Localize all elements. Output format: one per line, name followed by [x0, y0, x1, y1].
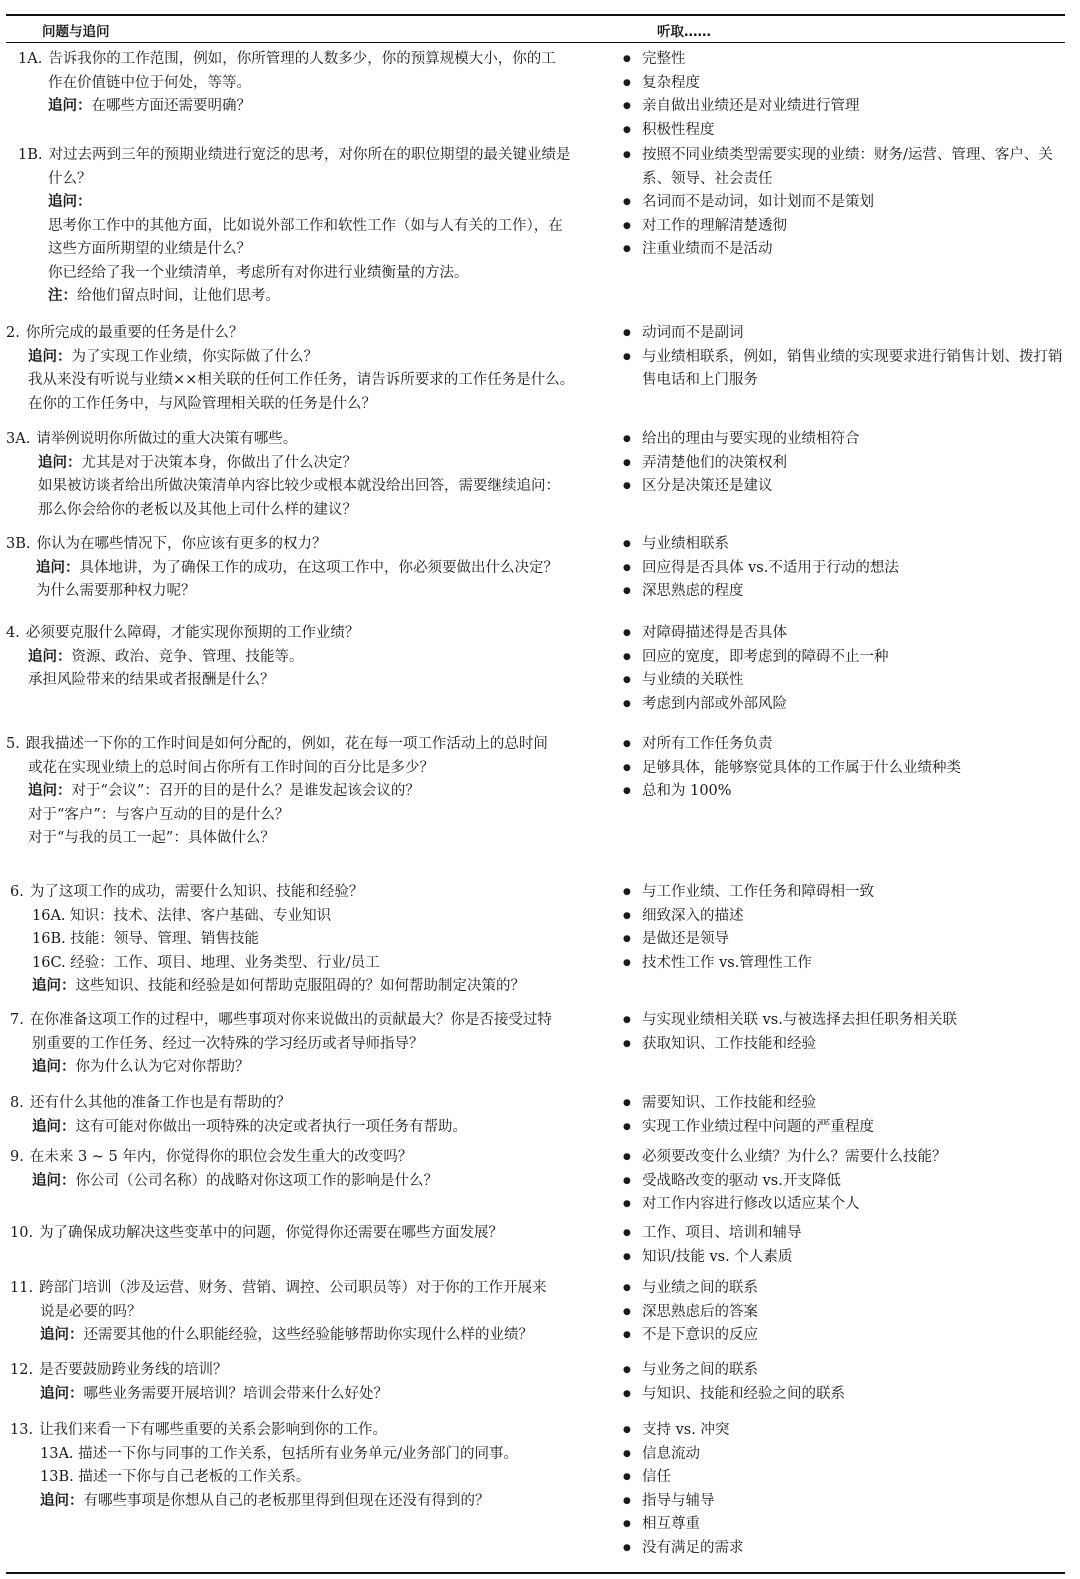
question-line: [0, 1222, 615, 1246]
followup-label: 追问：: [32, 978, 76, 994]
listen-bullet-item: [621, 646, 1076, 670]
question-line: [0, 1301, 615, 1325]
listen-bullet-item: [621, 533, 1076, 557]
question-cell: [0, 428, 615, 522]
question-line: [0, 346, 615, 370]
listen-bullet-text: ● 积极性程度: [642, 121, 715, 138]
question-line: [0, 475, 615, 499]
listen-bullet-item: [621, 1222, 1076, 1246]
question-text: 对于“会议”：召开的目的是什么？是谁发起该会议的？: [71, 783, 420, 799]
question-text: 作在价值链中位于何处，等等。: [48, 74, 251, 91]
question-text: 承担风险带来的结果或者报酬是什么？: [28, 672, 275, 688]
question-text: 思考你工作中的其他方面，比如说外部工作和软性工作（如与人有关的工作），在: [48, 217, 563, 234]
question-text: 为了这项工作的成功，需要什么知识、技能和经验？: [29, 884, 364, 900]
question-number: 11.: [10, 1280, 34, 1296]
listen-bullet-item: [621, 1092, 1076, 1116]
question-line: [0, 669, 615, 693]
listen-bullet-item: [621, 48, 1076, 72]
question-text: 对于“与我的员工一起”：具体做什么？: [28, 830, 275, 846]
listen-bullet-item: [621, 1170, 1076, 1194]
listen-for-cell: [621, 1277, 1076, 1348]
question-text: 你已经给了我一个业绩清单，考虑所有对你进行业绩衡量的方法。: [48, 264, 469, 281]
question-cell: [0, 533, 615, 604]
listen-bullet-text: ● 需要知识、工作技能和经验: [642, 1095, 816, 1111]
listen-bullet-text: ● 技术性工作 vs.管理性工作: [642, 954, 812, 971]
listen-bullet-item: [621, 905, 1076, 929]
question-text: 在你的工作任务中，与风险管理相关联的任务是什么？: [28, 395, 376, 412]
listen-bullet-item: [621, 1537, 1076, 1561]
question-text: 那么你会给你的老板以及其他上司什么样的建议？: [38, 501, 357, 518]
question-line: [0, 428, 615, 452]
question-text: 有哪些事项是你想从自己的老板那里得到但现在还没有得到的？: [83, 1492, 490, 1509]
listen-bullet-text: ● 获取知识、工作技能和经验: [642, 1035, 816, 1052]
listen-for-cell: [621, 622, 1076, 716]
question-line: [0, 1033, 615, 1057]
listen-bullet-item: [621, 693, 1076, 717]
question-text: 尤其是对于决策本身，你做出了什么决定？: [81, 454, 357, 471]
question-line: [0, 144, 615, 168]
listen-bullet-text: ● 对工作内容进行修改以适应某个人: [642, 1196, 860, 1212]
question-line: [0, 168, 615, 192]
question-text: 让我们来看一下有哪些重要的关系会影响到你的工作。: [39, 1422, 388, 1438]
question-text: 请举例说明你所做过的重大决策有哪些。: [36, 431, 298, 447]
question-cell: [0, 881, 615, 999]
followup-label: 追问：: [40, 1385, 84, 1402]
question-text: 是否要鼓励跨业务线的培训？: [39, 1362, 228, 1378]
listen-bullet-item: [621, 622, 1076, 646]
listen-bullet-item: [621, 95, 1076, 119]
question-text: 你公司（公司名称）的战略对你这项工作的影响是什么？: [75, 1172, 438, 1189]
question-number: 3B.: [6, 536, 31, 552]
question-cell: [0, 322, 615, 416]
question-line: [0, 881, 615, 905]
listen-bullet-text: ● 足够具体，能够察觉具体的工作属于什么业绩种类: [642, 759, 961, 776]
listen-bullet-item: [621, 322, 1076, 346]
listen-bullet-item: [621, 1301, 1076, 1325]
question-line: [0, 1146, 615, 1170]
question-text: 别重要的工作任务、经过一次特殊的学习经历或者导师指导？: [32, 1035, 424, 1052]
column-header-listen: 听取……: [657, 24, 711, 40]
question-text: 告诉我你的工作范围，例如，你所管理的人数多少，你的预算规模大小，你的工: [48, 51, 556, 67]
listen-bullet-item: [621, 1443, 1076, 1467]
question-cell: [0, 1277, 615, 1348]
question-text: 还有什么其他的准备工作也是有帮助的？: [29, 1095, 291, 1111]
question-text: 你所完成的最重要的任务是什么？: [25, 325, 244, 341]
listen-bullet-text: ● 对所有工作任务负责: [642, 736, 773, 752]
question-line: [0, 191, 615, 215]
listen-bullet-item: [621, 580, 1076, 604]
question-text: 在未来 3 ~ 5 年内，你觉得你的职位会发生重大的改变吗？: [29, 1149, 413, 1165]
question-text: 16A. 知识：技术、法律、客户基础、专业知识: [32, 907, 332, 924]
listen-for-cell: [621, 1146, 1076, 1217]
question-cell: [0, 1009, 615, 1080]
question-number: 4.: [6, 625, 20, 641]
question-line: [0, 622, 615, 646]
question-line: [0, 780, 615, 804]
question-cell: [0, 1419, 615, 1513]
question-line: [0, 285, 615, 309]
question-cell: [0, 733, 615, 851]
followup-label: 追问：: [40, 1492, 84, 1509]
listen-bullet-item: [621, 1466, 1076, 1490]
listen-for-cell: [621, 881, 1076, 975]
question-text: 16C. 经验：工作、项目、地理、业务类型、行业/员工: [32, 954, 380, 971]
question-text: 为了确保成功解决这些变革中的问题，你觉得你还需要在哪些方面发展？: [39, 1225, 504, 1241]
question-number: 12.: [10, 1362, 34, 1378]
question-line: [0, 499, 615, 523]
listen-bullet-item: [621, 757, 1076, 781]
listen-bullet-text: ● 动词而不是副词: [642, 325, 744, 341]
header-rule: [6, 42, 1065, 43]
listen-bullet-item: [621, 669, 1076, 693]
question-text: 在你准备这项工作的过程中，哪些事项对你来说做出的贡献最大？你是否接受过特: [29, 1012, 552, 1028]
listen-bullet-text: ● 工作、项目、培训和辅导: [642, 1225, 802, 1241]
table-top-rule: [6, 14, 1065, 16]
listen-for-cell: [621, 322, 1076, 393]
question-line: [0, 804, 615, 828]
question-text: 16B. 技能：领导、管理、销售技能: [32, 931, 259, 947]
listen-bullet-item: [621, 1490, 1076, 1514]
followup-label: 追问：: [32, 1118, 76, 1135]
listen-bullet-item: [621, 72, 1076, 96]
question-line: [0, 827, 615, 851]
listen-bullet-text: ● 与业绩的关联性: [642, 672, 744, 688]
listen-bullet-text: ● 区分是决策还是建议: [642, 478, 773, 494]
listen-bullet-text: ● 与知识、技能和经验之间的联系: [642, 1385, 845, 1402]
question-line: [0, 905, 615, 929]
question-line: [0, 975, 615, 999]
question-text: 或花在实现业绩上的总时间占你所有工作时间的百分比是多少？: [28, 759, 434, 776]
listen-bullet-text: ● 总和为 100%: [642, 783, 732, 799]
listen-bullet-text: ● 相互尊重: [642, 1516, 700, 1532]
listen-bullet-text: ● 回应的宽度，即考虑到的障碍不止一种: [642, 648, 889, 665]
question-line: [0, 1443, 615, 1467]
listen-bullet-item: [621, 557, 1076, 581]
question-number: 1A.: [18, 51, 43, 67]
listen-for-cell: [621, 733, 1076, 804]
question-text: 13B. 描述一下你与自己老板的工作关系。: [40, 1469, 311, 1485]
question-line: [0, 533, 615, 557]
question-cell: [0, 622, 615, 693]
question-line: [0, 1116, 615, 1140]
listen-bullet-text: ● 深思熟虑后的答案: [642, 1303, 758, 1320]
listen-bullet-item: [621, 1419, 1076, 1443]
question-text: 哪些业务需要开展培训？培训会带来什么好处？: [83, 1385, 388, 1402]
listen-bullet-text: ● 注重业绩而不是活动: [642, 241, 773, 257]
question-text: 这有可能对你做出一项特殊的决定或者执行一项任务有帮助。: [75, 1118, 467, 1135]
question-text: 说是必要的吗？: [40, 1303, 142, 1320]
listen-bullet-item: [621, 238, 1076, 262]
listen-bullet-item: [621, 1033, 1076, 1057]
followup-label: 追问：: [48, 98, 92, 114]
question-text: 这些方面所期望的业绩是什么？: [48, 241, 251, 257]
followup-label: 追问：: [28, 648, 72, 665]
listen-bullet-text: ● 名词而不是动词，如计划而不是策划: [642, 194, 874, 210]
question-text: 还需要其他的什么职能经验，这些经验能够帮助你实现什么样的业绩？: [83, 1327, 533, 1343]
question-line: [0, 1056, 615, 1080]
question-number: 1B.: [18, 147, 43, 163]
question-line: [0, 369, 615, 393]
listen-bullet-text: ● 与业绩相联系: [642, 536, 729, 552]
followup-label: 追问：: [28, 348, 72, 365]
listen-bullet-item: [621, 346, 1076, 393]
question-text: 跨部门培训（涉及运营、财务、营销、调控、公司职员等）对于你的工作开展来: [39, 1280, 547, 1296]
listen-bullet-text: ● 给出的理由与要实现的业绩相符合: [642, 431, 860, 447]
question-line: [0, 557, 615, 581]
listen-for-cell: [621, 48, 1076, 142]
question-line: [0, 1009, 615, 1033]
listen-bullet-item: [621, 144, 1076, 191]
listen-bullet-text: ● 信任: [642, 1469, 671, 1485]
question-cell: [0, 1146, 615, 1193]
question-line: [0, 1419, 615, 1443]
question-text: 跟我描述一下你的工作时间是如何分配的，例如，花在每一项工作活动上的总时间: [25, 736, 548, 752]
listen-bullet-text: ● 必须要改变什么业绩？为什么？需要什么技能？: [642, 1149, 947, 1165]
listen-bullet-text: ● 与业绩之间的联系: [642, 1280, 758, 1296]
listen-bullet-item: [621, 1383, 1076, 1407]
listen-bullet-item: [621, 1324, 1076, 1348]
question-text: 为了实现工作业绩，你实际做了什么？: [71, 348, 318, 365]
listen-bullet-text: ● 完整性: [642, 51, 686, 67]
question-line: [0, 1324, 615, 1348]
listen-for-cell: [621, 1222, 1076, 1269]
listen-bullet-text: ● 不是下意识的反应: [642, 1327, 758, 1343]
listen-bullet-text: ● 与业绩相联系，例如，销售业绩的实现要求进行销售计划、拨打销售电话和上门服务: [642, 348, 1063, 388]
question-number: 2.: [6, 325, 20, 341]
followup-label: 追问：: [40, 1327, 84, 1343]
listen-bullet-item: [621, 215, 1076, 239]
listen-bullet-item: [621, 1246, 1076, 1270]
listen-bullet-item: [621, 1277, 1076, 1301]
question-line: [0, 1092, 615, 1116]
question-line: [0, 757, 615, 781]
question-number: 6.: [10, 884, 24, 900]
question-line: [0, 262, 615, 286]
question-line: [0, 393, 615, 417]
question-line: [0, 72, 615, 96]
listen-for-cell: [621, 1419, 1076, 1560]
listen-bullet-text: ● 对工作的理解清楚透彻: [642, 217, 787, 234]
listen-for-cell: [621, 1092, 1076, 1139]
listen-for-cell: [621, 533, 1076, 604]
question-number: 3A.: [6, 431, 31, 447]
listen-bullet-item: [621, 1359, 1076, 1383]
question-line: [0, 928, 615, 952]
listen-bullet-text: ● 弄清楚他们的决策权利: [642, 454, 787, 471]
listen-bullet-text: ● 考虑到内部或外部风险: [642, 695, 787, 712]
table-bottom-rule: [6, 1572, 1065, 1574]
question-line: [0, 1359, 615, 1383]
listen-bullet-text: ● 对障碍描述得是否具体: [642, 625, 787, 641]
question-cell: [0, 48, 615, 119]
followup-label: 追问：: [32, 1059, 76, 1075]
followup-label: 注：: [48, 288, 77, 304]
question-text: 对于“客户”：与客户互动的目的是什么？: [28, 806, 290, 823]
listen-bullet-text: ● 受战略改变的驱动 vs.开支降低: [642, 1172, 841, 1189]
listen-bullet-item: [621, 475, 1076, 499]
question-number: 8.: [10, 1095, 24, 1111]
listen-for-cell: [621, 144, 1076, 262]
question-line: [0, 580, 615, 604]
question-text: 为什么需要那种权力呢？: [36, 583, 196, 599]
question-line: [0, 1490, 615, 1514]
listen-bullet-item: [621, 1513, 1076, 1537]
listen-for-cell: [621, 428, 1076, 499]
question-line: [0, 1383, 615, 1407]
question-number: 5.: [6, 736, 20, 752]
listen-bullet-text: ● 支持 vs. 冲突: [642, 1422, 730, 1438]
listen-bullet-text: ● 与实现业绩相关联 vs.与被选择去担任职务相关联: [642, 1012, 957, 1028]
question-line: [0, 1466, 615, 1490]
listen-bullet-text: ● 细致深入的描述: [642, 907, 744, 924]
column-header-question: 问题与追问: [42, 24, 110, 40]
listen-bullet-text: ● 没有满足的需求: [642, 1539, 744, 1556]
question-text: 你认为在哪些情况下，你应该有更多的权力？: [36, 536, 327, 552]
question-text: 如果被访谈者给出所做决策清单内容比较少或根本就没给出回答，需要继续追问：: [38, 478, 560, 494]
question-line: [0, 48, 615, 72]
listen-bullet-text: ● 实现工作业绩过程中问题的严重程度: [642, 1118, 874, 1135]
listen-bullet-item: [621, 1193, 1076, 1217]
listen-bullet-text: ● 信息流动: [642, 1445, 700, 1462]
question-number: 9.: [10, 1149, 24, 1165]
listen-bullet-item: [621, 733, 1076, 757]
question-text: 对过去两到三年的预期业绩进行宽泛的思考，对你所在的职位期望的最关键业绩是: [48, 147, 571, 163]
question-line: [0, 952, 615, 976]
question-text: 什么？: [48, 170, 92, 187]
listen-bullet-item: [621, 428, 1076, 452]
question-line: [0, 1277, 615, 1301]
question-line: [0, 646, 615, 670]
question-text: 在哪些方面还需要明确？: [91, 98, 251, 114]
listen-bullet-text: ● 知识/技能 vs. 个人素质: [642, 1248, 793, 1265]
listen-bullet-text: ● 按照不同业绩类型需要实现的业绩：财务/运营、管理、客户、关系、领导、社会责任: [642, 147, 1053, 187]
question-cell: [0, 1359, 615, 1406]
listen-bullet-text: ● 亲自做出业绩还是对业绩进行管理: [642, 98, 860, 114]
listen-bullet-item: [621, 1009, 1076, 1033]
listen-for-cell: [621, 1009, 1076, 1056]
question-cell: [0, 144, 615, 309]
followup-label: 追问：: [36, 559, 80, 576]
question-text: 具体地讲，为了确保工作的成功，在这项工作中，你必须要做出什么决定？: [79, 559, 558, 576]
listen-bullet-item: [621, 780, 1076, 804]
question-number: 7.: [10, 1012, 24, 1028]
listen-bullet-text: ● 是做还是领导: [642, 931, 729, 947]
listen-bullet-text: ● 深思熟虑的程度: [642, 583, 744, 599]
followup-label: 追问：: [28, 783, 72, 799]
listen-for-cell: [621, 1359, 1076, 1406]
question-text: 必须要克服什么障碍，才能实现你预期的工作业绩？: [25, 625, 360, 641]
followup-label: 追问：: [32, 1172, 76, 1189]
followup-label: 追问：: [38, 454, 82, 471]
listen-bullet-item: [621, 452, 1076, 476]
question-line: [0, 238, 615, 262]
question-text: 这些知识、技能和经验是如何帮助克服阻碍的？如何帮助制定决策的？: [75, 978, 525, 994]
question-cell: [0, 1092, 615, 1139]
listen-bullet-text: ● 回应得是否具体 vs.不适用于行动的想法: [642, 559, 899, 576]
question-line: [0, 733, 615, 757]
question-text: 资源、政治、竞争、管理、技能等。: [71, 648, 304, 665]
question-text: 你为什么认为它对你帮助？: [75, 1059, 250, 1075]
listen-bullet-text: ● 指导与辅导: [642, 1492, 715, 1509]
listen-bullet-text: ● 与工作业绩、工作任务和障碍相一致: [642, 884, 874, 900]
listen-bullet-text: ● 复杂程度: [642, 74, 700, 91]
question-line: [0, 215, 615, 239]
listen-bullet-item: [621, 1146, 1076, 1170]
listen-bullet-item: [621, 928, 1076, 952]
question-text: 我从来没有听说与业绩××相关联的任何工作任务，请告诉所要求的工作任务是什么。: [28, 372, 575, 388]
followup-label: 追问：: [48, 194, 92, 210]
question-text: 给他们留点时间，让他们思考。: [77, 288, 280, 304]
listen-bullet-item: [621, 952, 1076, 976]
listen-bullet-item: [621, 119, 1076, 143]
question-cell: [0, 1222, 615, 1246]
listen-bullet-item: [621, 1116, 1076, 1140]
listen-bullet-text: ● 与业务之间的联系: [642, 1362, 758, 1378]
question-text: 13A. 描述一下你与同事的工作关系，包括所有业务单元/业务部门的同事。: [40, 1445, 519, 1462]
question-line: [0, 95, 615, 119]
question-number: 10.: [10, 1225, 34, 1241]
question-line: [0, 1170, 615, 1194]
listen-bullet-item: [621, 881, 1076, 905]
listen-bullet-item: [621, 191, 1076, 215]
question-line: [0, 322, 615, 346]
question-line: [0, 452, 615, 476]
question-number: 13.: [10, 1422, 34, 1438]
